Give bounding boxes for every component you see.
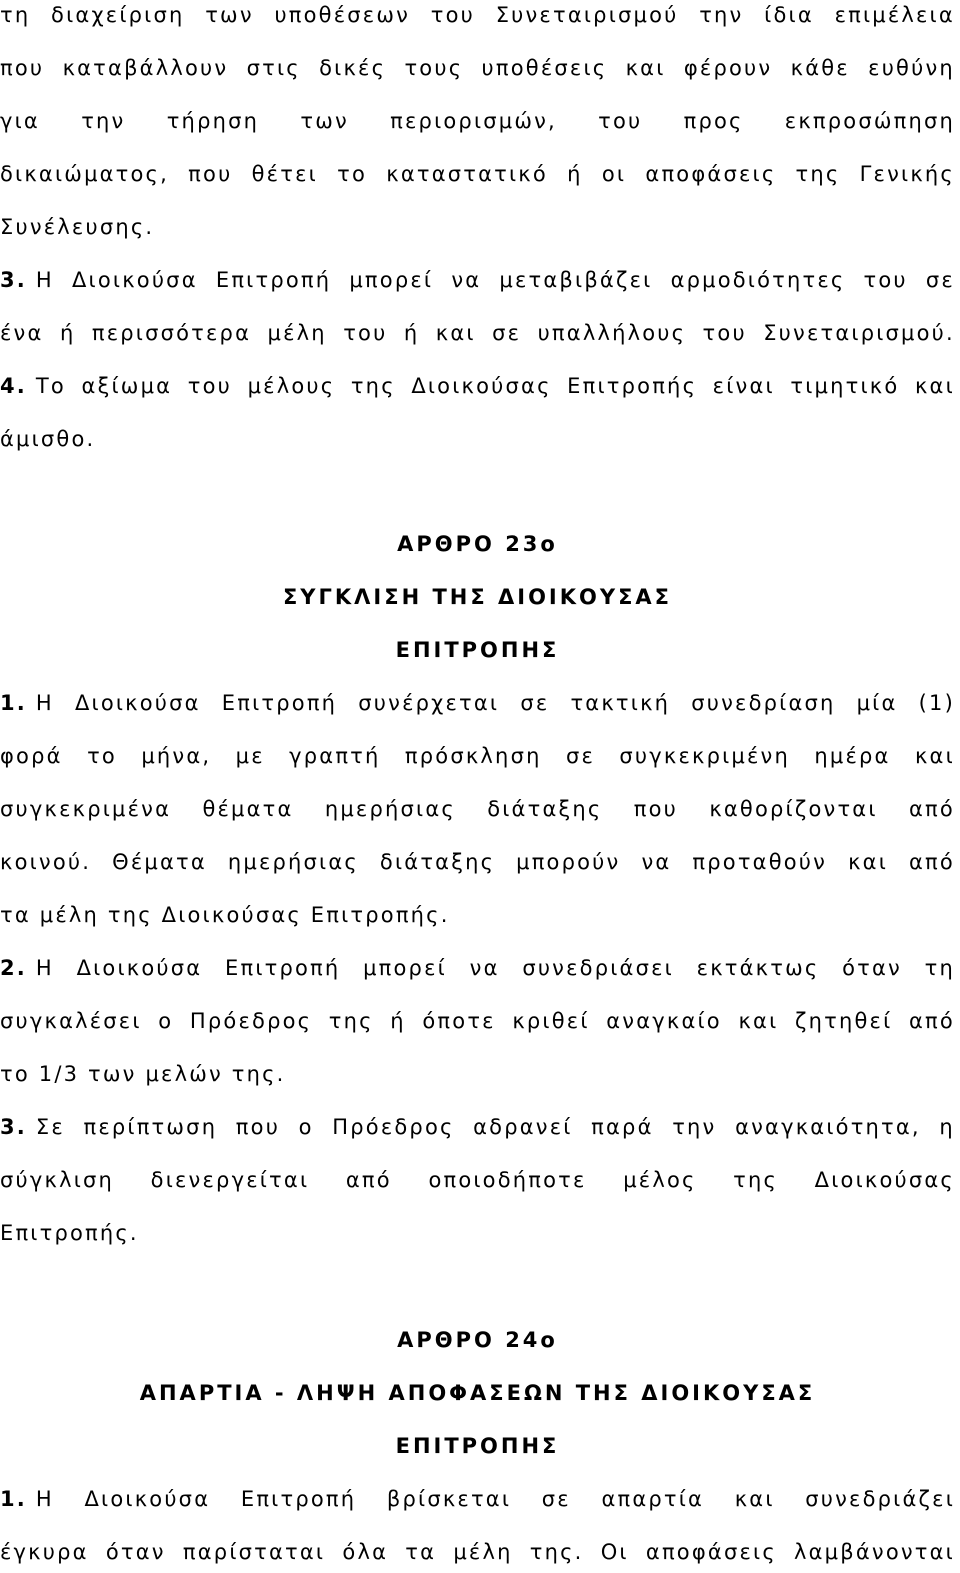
text-line: [0, 159, 955, 189]
word: τους: [404, 56, 464, 80]
word: γραπτή: [289, 744, 381, 768]
word: κριθεί: [512, 1009, 590, 1033]
word: ζητηθεί: [794, 1009, 893, 1033]
word: περιορισμών,: [390, 109, 557, 133]
word: επιμέλεια: [834, 3, 955, 27]
word: διάταξης: [487, 797, 603, 821]
text-line: [0, 741, 955, 771]
word: μέλη: [453, 1540, 513, 1564]
word: σε: [925, 268, 955, 292]
paragraph-number: 4.: [0, 374, 27, 398]
word: συνεδριάζει: [805, 1487, 955, 1511]
word: εκπροσώπηση: [784, 109, 955, 133]
word: μπορεί: [349, 268, 434, 292]
word: αδρανεί: [473, 1115, 573, 1139]
word: αποφάσεις: [645, 1540, 777, 1564]
paragraph-number: 2.: [0, 956, 27, 980]
word: αρμοδιότητες: [670, 268, 846, 292]
text-line: [0, 1165, 955, 1195]
word: Επιτροπή: [225, 956, 341, 980]
word: 3. Η: [0, 268, 54, 292]
word: Επιτροπή: [240, 1487, 357, 1511]
word: τη: [0, 3, 31, 27]
word: βρίσκεται: [386, 1487, 512, 1511]
word: περισσότερα: [91, 321, 252, 345]
word: σε: [541, 1487, 571, 1511]
text-line: [0, 106, 955, 136]
word: Γενικής: [859, 162, 955, 186]
word: του: [430, 3, 475, 27]
word: μέλη: [267, 321, 327, 345]
word: Συνεταιρισμού: [495, 3, 679, 27]
word: έγκυρα: [0, 1540, 89, 1564]
word: αναγκαιότητα,: [735, 1115, 921, 1139]
word: της: [328, 1009, 374, 1033]
word: από: [909, 850, 955, 874]
word: Πρόεδρος: [189, 1009, 313, 1033]
word: κοινού.: [0, 850, 92, 874]
word: κάθε: [790, 56, 850, 80]
word: Διοικούσα: [84, 1487, 211, 1511]
word: του: [863, 268, 908, 292]
word: Διοικούσα: [71, 268, 198, 292]
word: οποιοδήποτε: [428, 1168, 587, 1192]
word: μπορεί: [363, 956, 447, 980]
article-23-subtitle: ΣΥΓΚΛΙΣΗ ΤΗΣ ΔΙΟΙΚΟΥΣΑΣ: [282, 585, 673, 609]
word: το: [87, 744, 117, 768]
word: μήνα,: [141, 744, 212, 768]
word: όποτε: [422, 1009, 496, 1033]
word: προς: [683, 109, 744, 133]
word: Διοικούσα: [74, 691, 201, 715]
word: ο: [298, 1115, 314, 1139]
word: και: [848, 850, 889, 874]
article-23-title: ΑΡΘΡΟ 23ο: [397, 532, 558, 556]
word: και: [625, 56, 666, 80]
word: καθορίζονται: [709, 797, 878, 821]
word: 2. Η: [0, 956, 54, 980]
word: οι: [601, 162, 627, 186]
word: συνεδρίαση: [691, 691, 836, 715]
word: Επιτροπή: [215, 268, 332, 292]
word: ημερήσιας: [324, 797, 456, 821]
word: ίδια: [764, 3, 814, 27]
word: που: [0, 56, 45, 80]
word: παρά: [591, 1115, 654, 1139]
word: τη: [924, 956, 955, 980]
word: ή: [403, 321, 420, 345]
word: μπορούν: [516, 850, 621, 874]
text-line: [0, 847, 955, 877]
word: τακτική: [570, 691, 671, 715]
word: της: [795, 162, 841, 186]
article-23-paragraph-1-line: [0, 688, 955, 718]
text-line: [0, 1537, 955, 1567]
word: των: [300, 109, 349, 133]
word: είναι: [712, 374, 775, 398]
word: προταθούν: [692, 850, 828, 874]
word: του: [702, 321, 747, 345]
word: συγκεκριμένη: [619, 744, 790, 768]
word: τιμητικό: [790, 374, 900, 398]
word: Πρόεδρος: [332, 1115, 455, 1139]
word: που: [188, 162, 233, 186]
word: να: [451, 268, 482, 292]
word: που: [235, 1115, 281, 1139]
article-23-paragraph-2-line: [0, 953, 955, 983]
word: του: [187, 374, 233, 398]
word: και: [738, 1009, 779, 1033]
word: σε: [520, 691, 550, 715]
word: με: [235, 744, 265, 768]
paragraph-number: 1.: [0, 1487, 27, 1511]
word: συνέρχεται: [358, 691, 500, 715]
word: την: [699, 3, 744, 27]
word: αναγκαίο: [606, 1009, 722, 1033]
word: ημερήσιας: [227, 850, 359, 874]
word: διενεργείται: [150, 1168, 310, 1192]
article-24-subtitle: ΕΠΙΤΡΟΠΗΣ: [395, 1434, 560, 1458]
word: που: [633, 797, 678, 821]
word: Διοικούσα: [76, 956, 203, 980]
word: και: [435, 321, 476, 345]
word: ένα: [0, 321, 44, 345]
word: ή: [390, 1009, 406, 1033]
word: ο: [158, 1009, 174, 1033]
word: της: [733, 1168, 779, 1192]
paragraph-4-line: [0, 371, 955, 401]
word: υποθέσεις: [481, 56, 608, 80]
text-line: τα μέλη της Διοικούσας Επιτροπής.: [0, 903, 450, 927]
word: αξίωμα: [81, 374, 173, 398]
article-24-title: ΑΡΘΡΟ 24ο: [397, 1328, 558, 1352]
text-line: [0, 318, 955, 348]
word: της: [350, 374, 396, 398]
article-24-subtitle: ΑΠΑΡΤΙΑ - ΛΗΨΗ ΑΠΟΦΑΣΕΩΝ ΤΗΣ ΔΙΟΙΚΟΥΣΑΣ: [139, 1381, 816, 1405]
word: Οι: [600, 1540, 629, 1564]
word: από: [908, 1009, 955, 1033]
word: 4. Το: [0, 374, 66, 398]
word: το: [337, 162, 368, 186]
word: να: [469, 956, 500, 980]
paragraph-number: 3.: [0, 1115, 27, 1139]
text-line: [0, 1006, 955, 1036]
word: Επιτροπή: [221, 691, 338, 715]
word: διαχείριση: [51, 3, 185, 27]
word: αποφάσεις: [645, 162, 777, 186]
word: θέτει: [251, 162, 318, 186]
word: Διοικούσας: [411, 374, 552, 398]
word: ημέρα: [814, 744, 891, 768]
text-line: Επιτροπής.: [0, 1221, 139, 1245]
text-line: το 1/3 των μελών της.: [0, 1062, 286, 1086]
word: σύγκλιση: [0, 1168, 115, 1192]
word: συγκεκριμένα: [0, 797, 172, 821]
text-line: [0, 53, 955, 83]
word: την: [81, 109, 126, 133]
word: εκτάκτως: [696, 956, 820, 980]
text-line: [0, 794, 955, 824]
word: της.: [529, 1540, 584, 1564]
word: καταστατικό: [386, 162, 548, 186]
word: λαμβάνονται: [794, 1540, 955, 1564]
word: μέλος: [623, 1168, 697, 1192]
word: (1): [918, 691, 955, 715]
word: συνεδριάσει: [522, 956, 674, 980]
word: δικαιώματος,: [0, 162, 169, 186]
word: όλα: [342, 1540, 389, 1564]
paragraph-3-line: [0, 265, 955, 295]
word: φέρουν: [683, 56, 773, 80]
word: ή: [567, 162, 583, 186]
word: υποθέσεων: [274, 3, 411, 27]
word: τα: [405, 1540, 437, 1564]
word: απαρτία: [601, 1487, 705, 1511]
word: παρίσταται: [182, 1540, 326, 1564]
article-23-subtitle: ΕΠΙΤΡΟΠΗΣ: [395, 638, 560, 662]
word: του: [598, 109, 643, 133]
word: και: [914, 744, 955, 768]
word: η: [939, 1115, 955, 1139]
word: την: [672, 1115, 717, 1139]
word: και: [914, 374, 955, 398]
word: Διοικούσας: [814, 1168, 955, 1192]
word: μία: [856, 691, 898, 715]
word: σε: [565, 744, 596, 768]
article-23-paragraph-3-line: [0, 1112, 955, 1142]
paragraph-number: 1.: [0, 691, 27, 715]
word: διάταξης: [379, 850, 496, 874]
word: από: [345, 1168, 392, 1192]
word: ή: [59, 321, 76, 345]
word: να: [641, 850, 672, 874]
word: δικές: [319, 56, 387, 80]
article-24-paragraph-1-line: [0, 1484, 955, 1514]
word: και: [734, 1487, 775, 1511]
word: καταβάλλουν: [62, 56, 229, 80]
word: μεταβιβάζει: [499, 268, 653, 292]
word: για: [0, 109, 40, 133]
word: του: [343, 321, 388, 345]
word: Θέματα: [112, 850, 207, 874]
word: 1. Η: [0, 1487, 54, 1511]
word: όταν: [105, 1540, 166, 1564]
text-line: Συνέλευσης.: [0, 215, 155, 239]
text-line: άμισθο.: [0, 427, 96, 451]
word: 1. Η: [0, 691, 54, 715]
word: τήρηση: [166, 109, 260, 133]
paragraph-number: 3.: [0, 268, 27, 292]
word: όταν: [842, 956, 902, 980]
word: θέματα: [202, 797, 294, 821]
word: περίπτωση: [83, 1115, 218, 1139]
word: υπαλλήλους: [537, 321, 687, 345]
word: πρόσκληση: [404, 744, 542, 768]
word: μέλους: [247, 374, 336, 398]
word: 3. Σε: [0, 1115, 65, 1139]
text-line: [0, 0, 955, 30]
word: φορά: [0, 744, 63, 768]
word: σε: [492, 321, 522, 345]
word: των: [205, 3, 254, 27]
word: από: [908, 797, 955, 821]
word: συγκαλέσει: [0, 1009, 142, 1033]
word: Επιτροπής: [567, 374, 698, 398]
word: στις: [246, 56, 301, 80]
word: ευθύνη: [868, 56, 955, 80]
word: Συνεταιρισμού.: [763, 321, 955, 345]
